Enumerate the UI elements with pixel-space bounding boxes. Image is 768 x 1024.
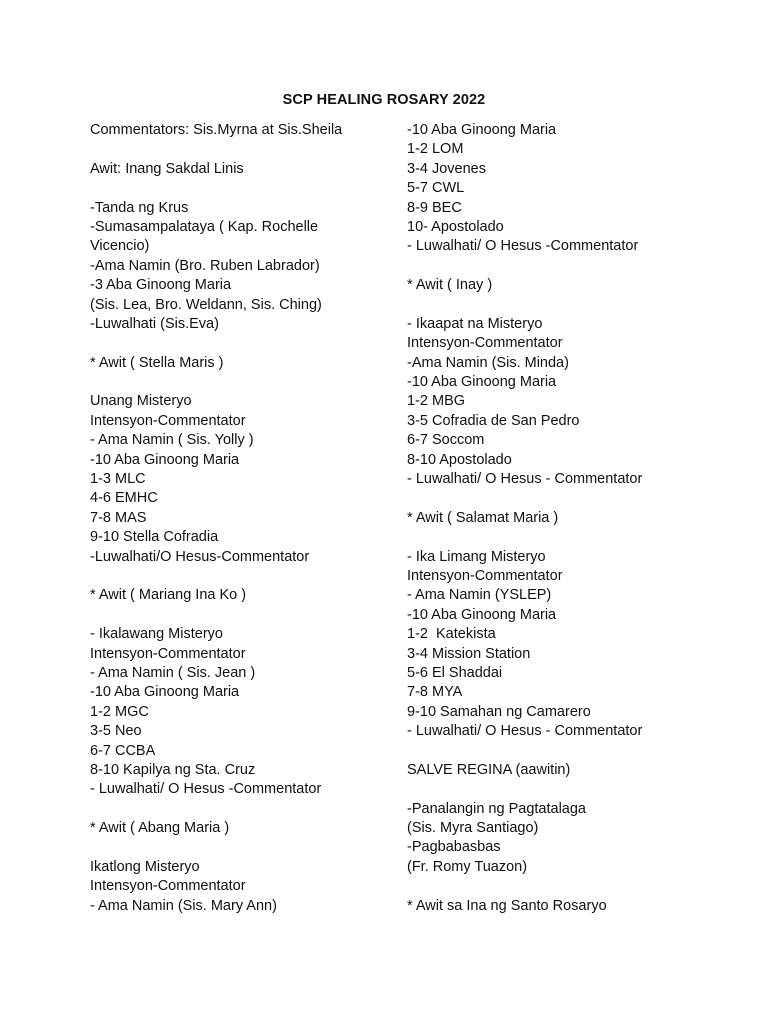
text-line: Intensyon-Commentator [90,878,246,895]
text-line: - Luwalhati/ O Hesus - Commentator [407,723,643,740]
text-line: - Ikalawang Misteryo [90,626,223,643]
text-line: -10 Aba Ginoong Maria [407,606,557,623]
text-line: * Awit sa Ina ng Santo Rosaryo [407,897,607,914]
text-line: -Tanda ng Krus [90,199,189,216]
text-line: 3-4 Jovenes [407,160,486,177]
text-line [90,567,400,586]
text-line: Awit: Inang Sakdal Linis [90,160,244,177]
text-line: * Awit ( Inay ) [407,277,493,294]
text-line: -10 Aba Ginoong Maria [407,374,557,391]
text-line: -10 Aba Ginoong Maria [90,684,240,701]
text-line: 4-6 EMHC [90,490,158,507]
text-line: 1-2 Katekista [407,626,496,643]
text-line: * Awit ( Stella Maris ) [90,354,224,371]
text-line: 9-10 Samahan ng Camarero [407,703,591,720]
text-line [90,606,400,625]
text-line: (Fr. Romy Tuazon) [407,858,528,875]
right-column [407,121,747,916]
text-line: Unang Misteryo [90,393,192,410]
text-line: 1-2 LOM [407,141,464,158]
text-line: 7-8 MAS [90,509,147,526]
document-title: SCP HEALING ROSARY 2022 [282,92,486,108]
text-line [407,742,747,761]
text-line: 8-9 BEC [407,199,462,216]
text-line: Intensyon-Commentator [407,567,563,584]
text-line: Intensyon-Commentator [90,412,246,429]
text-line [90,800,400,819]
text-line: * Awit ( Abang Maria ) [90,820,230,837]
text-line [90,373,400,392]
text-line: -Ama Namin (Sis. Minda) [407,354,569,371]
text-line [90,179,400,198]
text-line [407,528,747,547]
text-line: -10 Aba Ginoong Maria [407,122,557,138]
text-line: 6-7 Soccom [407,432,485,449]
text-line: 7-8 MYA [407,684,463,701]
text-line: 1-2 MBG [407,393,466,410]
text-line: - Ama Namin (YSLEP) [407,587,552,604]
text-line: 8-10 Kapilya ng Sta. Cruz [90,761,256,778]
text-line: (Sis. Lea, Bro. Weldann, Sis. Ching) [90,296,322,313]
text-line: 9-10 Stella Cofradia [90,529,219,546]
text-line [407,489,747,508]
text-line: -Sumasampalataya ( Kap. Rochelle [90,218,319,235]
text-line: 3-4 Mission Station [407,645,531,662]
text-line: 5-7 CWL [407,180,465,197]
text-line: 3-5 Cofradia de San Pedro [407,412,580,429]
text-line: - Luwalhati/ O Hesus -Commentator [407,238,639,255]
text-line [90,140,400,159]
text-line: -3 Aba Ginoong Maria [90,277,232,294]
text-line: * Awit ( Mariang Ina Ko ) [90,587,247,604]
text-line: -Pagbabasbas [407,839,501,856]
text-line: Commentators: Sis.Myrna at Sis.Sheila [90,122,343,138]
text-line: 1-3 MLC [90,471,146,488]
text-line: - Ama Namin (Sis. Mary Ann) [90,897,277,914]
text-line [407,296,747,315]
text-line: - Ama Namin ( Sis. Yolly ) [90,432,254,449]
text-line [407,780,747,799]
text-line: 10- Apostolado [407,218,504,235]
text-line: - Ama Namin ( Sis. Jean ) [90,664,256,681]
text-line: 3-5 Neo [90,723,142,740]
text-line: - Luwalhati/ O Hesus - Commentator [407,471,643,488]
text-line: Intensyon-Commentator [407,335,563,352]
text-line: - Ikaapat na Misteryo [407,315,543,332]
text-line: -Ama Namin (Bro. Ruben Labrador) [90,257,320,274]
text-line: Intensyon-Commentator [90,645,246,662]
left-column [90,121,400,916]
text-line: - Ika Limang Misteryo [407,548,546,565]
text-line [90,838,400,857]
text-line: -Luwalhati (Sis.Eva) [90,315,219,332]
text-line: * Awit ( Salamat Maria ) [407,509,559,526]
text-line: 8-10 Apostolado [407,451,512,468]
text-line: Vicencio) [90,238,150,255]
text-line [90,334,400,353]
text-line [407,877,747,896]
text-line: -10 Aba Ginoong Maria [90,451,240,468]
text-line: - Luwalhati/ O Hesus -Commentator [90,781,322,798]
text-line: 6-7 CCBA [90,742,156,759]
text-line: -Luwalhati/O Hesus-Commentator [90,548,310,565]
text-line: 1-2 MGC [90,703,149,720]
text-line: -Panalangin ng Pagtatalaga [407,800,586,817]
text-line: SALVE REGINA (aawitin) [407,761,571,778]
text-line [407,257,747,276]
text-line: 5-6 El Shaddai [407,664,503,681]
text-line: Ikatlong Misteryo [90,858,200,875]
text-line: (Sis. Myra Santiago) [407,820,539,837]
